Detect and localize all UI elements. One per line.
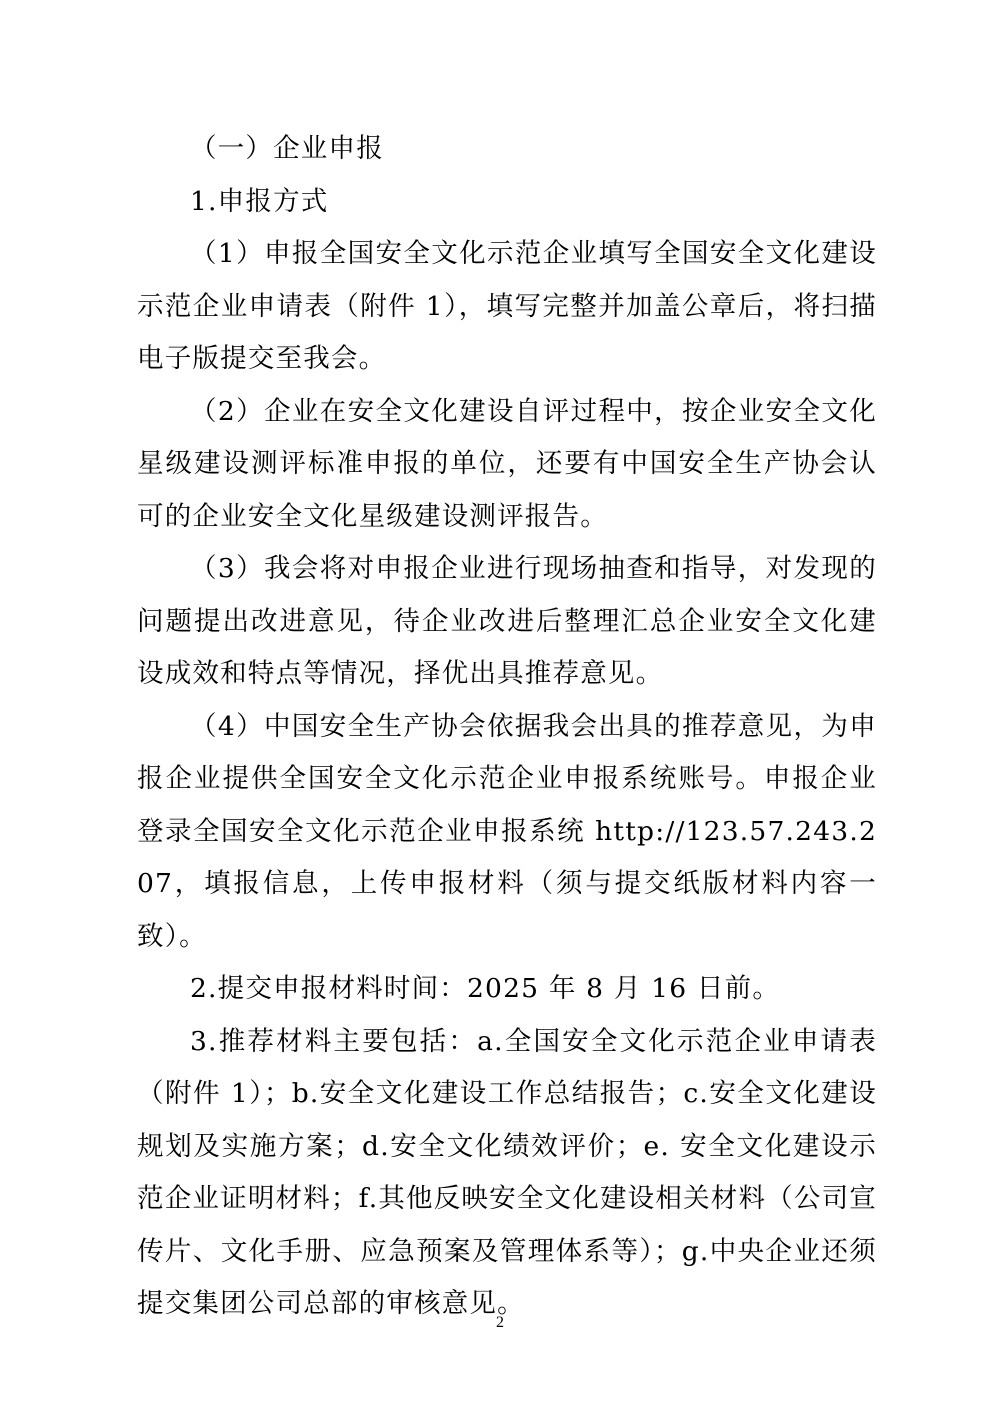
subsection-heading-method: 1.申报方式	[190, 185, 329, 217]
section-heading: （一）企业申报	[190, 133, 384, 164]
paragraph-item-4: （4）中国安全生产协会依据我会出具的推荐意见，为申报企业提供全国安全文化示范企业申报系统账号。申报企业登录全国安全文化示范企业申报系统 http://123.57.243.207，填报信息，上传申报材料（须与提交纸版材料内容一致）。	[137, 710, 877, 952]
paragraph-materials: 3.推荐材料主要包括：a.全国安全文化示范企业申请表（附件 1）；b.安全文化建设工作总结报告；c.安全文化建设规划及实施方案；d.安全文化绩效评价；e. 安全文化建设示范企业证明材料；f.其他反映安全文化建设相关材料（公司宣传片、文化手册、应急预案及管理体系等）；g.中央企业还须提交集团公司总部的审核意见。	[137, 1025, 877, 1319]
paragraph-item-3: （3）我会将对申报企业进行现场抽查和指导，对发现的问题提出改进意见，待企业改进后整理汇总企业安全文化建设成效和特点等情况，择优出具推荐意见。	[137, 553, 877, 689]
paragraph-deadline: 2.提交申报材料时间：2025 年 8 月 16 日前。	[190, 973, 781, 1004]
document-body	[137, 123, 877, 1331]
page-number: 2	[496, 1314, 504, 1331]
paragraph-item-1: （1）申报全国安全文化示范企业填写全国安全文化建设示范企业申请表（附件 1），填写完整并加盖公章后，将扫描电子版提交至我会。	[137, 238, 877, 374]
paragraph-item-2: （2）企业在安全文化建设自评过程中，按企业安全文化星级建设测评标准申报的单位，还要有中国安全生产协会认可的企业安全文化星级建设测评报告。	[137, 395, 877, 532]
